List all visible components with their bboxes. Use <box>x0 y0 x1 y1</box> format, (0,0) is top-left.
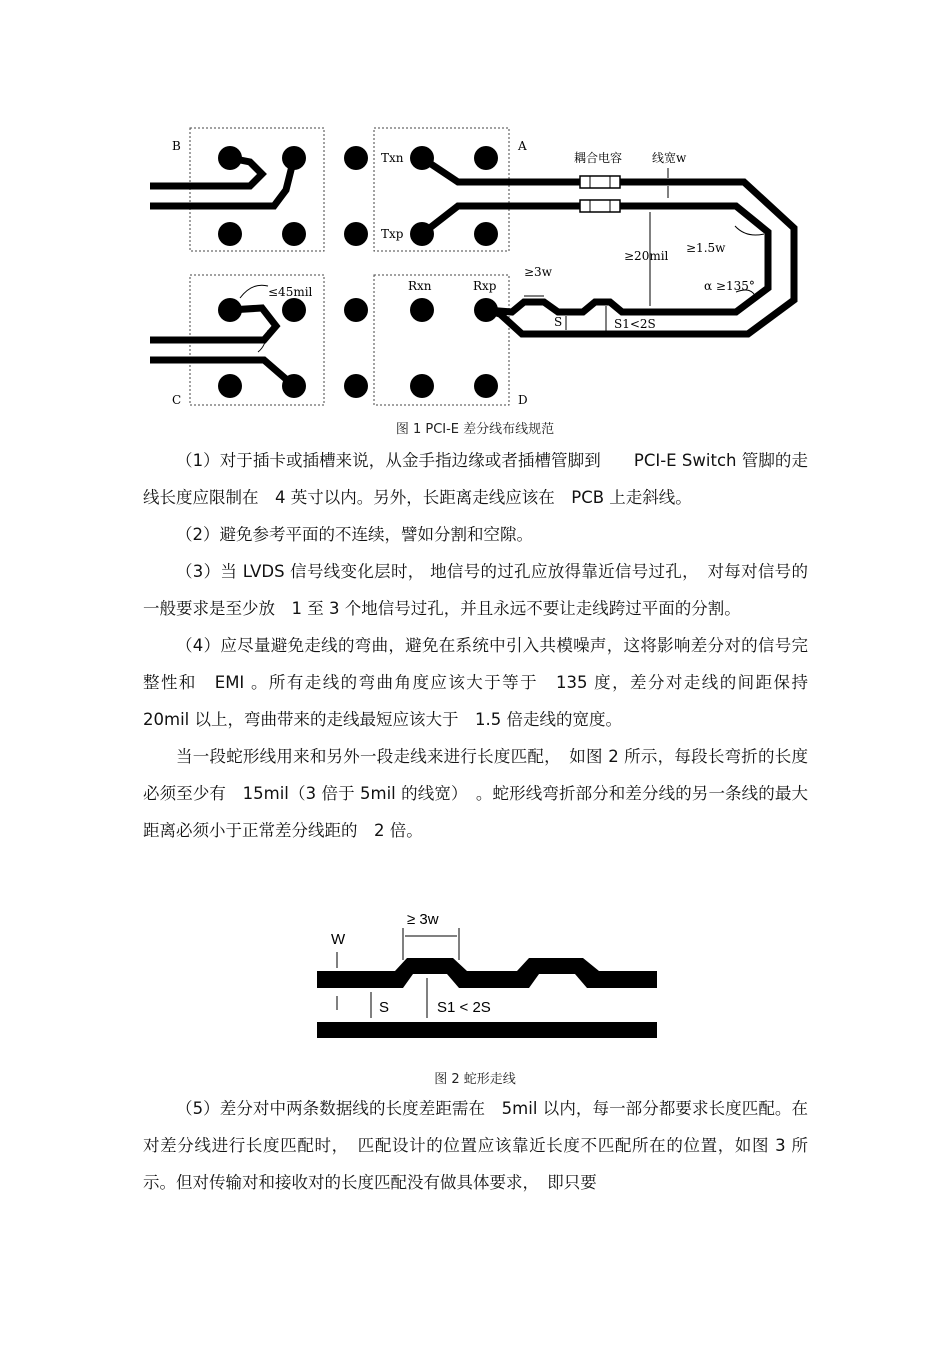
label-s: S <box>554 315 563 329</box>
figure-2-caption: 图 2 蛇形走线 <box>434 1072 516 1087</box>
body-text-2 <box>143 1090 808 1201</box>
figure-2-serpentine-diagram <box>315 900 660 1050</box>
paragraph-3: （3）当 LVDS 信号线变化层时， 地信号的过孔应放得靠近信号过孔， 对每对信号的一般要求是至少放 1 至 3 个地信号过孔，并且永远不要让走线跨过平面的分割。 <box>143 562 808 618</box>
label-txn: Txn <box>381 151 404 165</box>
label-c: C <box>172 393 182 407</box>
label-angle: α ≥135° <box>704 279 755 293</box>
paragraph-1: （1）对于插卡或插槽来说，从金手指边缘或者插槽管脚到 PCI-E Switch 管脚的走线长度应限制在 4 英寸以内。另外，长距离走线应该在 PCB 上走斜线。 <box>143 451 808 507</box>
paragraph-6: （5）差分对中两条数据线的长度差距需在 5mil 以内，每一部分都要求长度匹配。在对差分线进行长度匹配时， 匹配设计的位置应该靠近长度不匹配所在的位置，如图 3 所示。但对传输对和接收对的长度匹配没有做具体要求， 即只要 <box>143 1099 808 1192</box>
paragraph-4: （4）应尽量避免走线的弯曲，避免在系统中引入共模噪声，这将影响差分对的信号完整性和 EMI 。所有走线的弯曲角度应该大于等于 135 度，差分对走线的间距保持 20mil 以上，弯曲带来的走线最短应该大于 1.5 倍走线的宽度。 <box>143 636 808 729</box>
fig2-label-s: S <box>379 999 390 1016</box>
figure-1-caption: 图 1 PCI-E 差分线布线规范 <box>395 422 555 437</box>
fig2-label-w: W <box>331 931 346 948</box>
figure-1-pcie-diagram <box>140 120 820 420</box>
label-a: A <box>518 139 527 153</box>
label-s1: S1<2S <box>614 317 656 331</box>
label-d: D <box>518 393 528 407</box>
label-txp: Txp <box>381 227 404 241</box>
body-text-1 <box>143 442 808 849</box>
label-coupling-cap: 耦合电容 <box>574 151 623 165</box>
fig2-label-3w: ≥ 3w <box>407 911 439 928</box>
label-min-3w: ≥3w <box>524 265 552 279</box>
label-20mil: ≥20mil <box>624 249 669 263</box>
paragraph-5: 当一段蛇形线用来和另外一段走线来进行长度匹配， 如图 2 所示，每段长弯折的长度必须至少有 15mil（3 倍于 5mil 的线宽） 。蛇形线弯折部分和差分线的另一条线的最大距离必须小于正常差分线距的 2 倍。 <box>143 747 808 840</box>
label-b: B <box>172 139 181 153</box>
label-rxn: Rxn <box>408 279 432 293</box>
paragraph-2: （2）避免参考平面的不连续，譬如分割和空隙。 <box>176 525 533 544</box>
label-trace-width: 线宽w <box>652 151 687 165</box>
label-15w: ≥1.5w <box>686 241 726 255</box>
label-rxp: Rxp <box>473 279 497 293</box>
fig2-label-s1: S1 < 2S <box>437 999 491 1016</box>
label-45mil: ≤45mil <box>268 285 313 299</box>
